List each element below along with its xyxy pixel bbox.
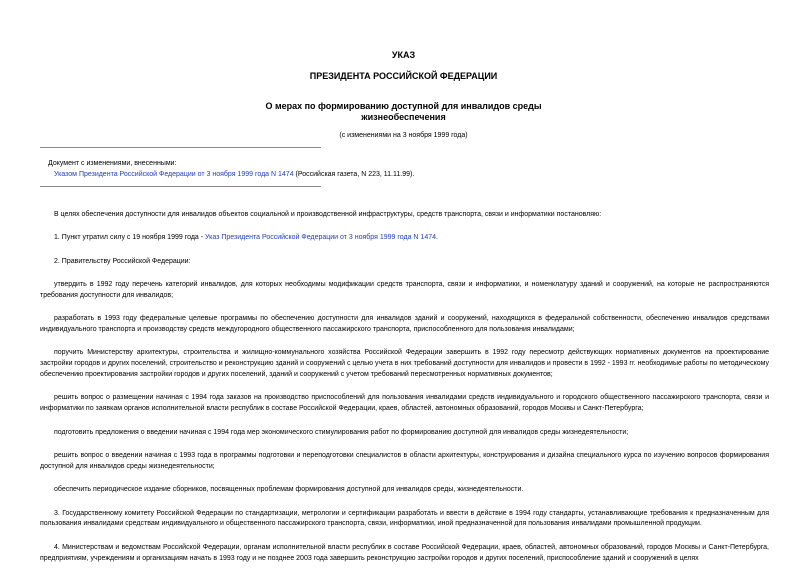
document-info <box>48 158 414 180</box>
divider-bottom <box>40 186 321 187</box>
item-1-paragraph <box>40 233 769 244</box>
item-2-header: 2. Правительству Российской Федерации: <box>54 257 191 265</box>
paragraph-periodic-publication: обеспечить периодическое издание сборников, посвященных проблемам формирования доступной для инвалидов среды, жизнедеятельности. <box>54 486 524 494</box>
paragraph-economic-proposals: подготовить предложения о введении начиная с 1994 года мер экономического стимулирования работ по формированию доступной для инвалидов среды жизнедеятельности; <box>54 428 629 436</box>
paragraph-production-orders: решить вопрос о размещении начиная с 1994 года заказов на производство приспособлений для пользования инвалидами средств индивидуального и городского общественного пассажирского транспорта, связи и информатики по заявкам органов исполнительной власти республик в составе Российской Федерации, краев, областей, автономных образований, городов Москвы и Санкт-Петербурга; <box>40 394 769 413</box>
decree-issuer: ПРЕЗИДЕНТА РОССИЙСКОЙ ФЕДЕРАЦИИ <box>309 71 498 81</box>
decree-subject <box>0 101 807 123</box>
decree-subject-line1: О мерах по формированию доступной для инвалидов среды <box>265 101 542 111</box>
decree-title: УКАЗ <box>391 50 416 60</box>
item-1-text: 1. Пункт утратил силу с 19 ноября 1999 года - <box>54 234 206 242</box>
paragraph-ministry-architecture: поручить Министерству архитектуры, строительства и жилищно-коммунального хозяйства Российской Федерации завершить в 1992 году пересмотр действующих нормативных документов на проектирование застройки городов и других поселений, строительство и реконструкцию зданий и сооружений с целью учета в них требований доступности для инвалидов и провести в 1992 - 1993 гг. необходимые работы по методическому обеспечению проектирования застройки городов и других поселений, зданий и сооружений с учетом требований пересмотренных нормативных документов; <box>40 349 769 379</box>
intro-paragraph: В целях обеспечения доступности для инвалидов объектов социальной и производственной инфраструктуры, средств транспорта, связи и информатики постановляю: <box>54 211 602 218</box>
paragraph-approve-list: утвердить в 1992 году перечень категорий инвалидов, для которых необходимы модификации средств транспорта, связи и информатики, и номенклатуру зданий и сооружений, на которые не распространяются требования доступности для инвалидов; <box>40 281 769 299</box>
item-1-repeal-link[interactable]: Указ Президента Российской Федерации от 3 ноября 1999 года N 1474 <box>205 234 437 242</box>
decree-body <box>40 210 769 571</box>
decree-subject-line2: жизнеобеспечения <box>361 111 446 122</box>
amendment-decree-link[interactable]: Указом Президента Российской Федерации от 3 ноября 1999 года N 1474 <box>54 171 294 179</box>
document-info-label: Документ с изменениями, внесенными: <box>48 160 177 167</box>
item-1-end: . <box>436 234 438 242</box>
paragraph-develop-programs: разработать в 1993 году федеральные целевые программы по обеспечению доступности для инвалидов зданий и сооружений, находящихся в федеральной собственности, обеспечению инвалидов средствами индивидуального транспорта и производству средств междугородного общественного пассажирского транспорта, приспособленного для пользования инвалидами; <box>40 315 769 334</box>
divider-top <box>40 147 321 148</box>
amendment-source: (Российская газета, N 223, 11.11.99). <box>293 171 415 179</box>
item-3-paragraph: 3. Государственному комитету Российской Федерации по стандартизации, метрологии и сертификации разработать и ввести в действие в 1994 году стандарты, устанавливающие требования к предназначенным для пользования инвалидами средствам индивидуального и общественного пассажирского транспорта, связи, информатики, иной предназначенной для пользования инвалидами промышленной продукции. <box>40 509 769 528</box>
item-4-paragraph: 4. Министерствам и ведомствам Российской Федерации, органам исполнительной власти республик в составе Российской Федерации, краев, областей, автономных образований, городов Москвы и Санкт-Петербурга, предприятиям, учреждениям и организациям начать в 1993 году и не позднее 2003 года завершить реконструкцию застройки городов и других поселений, приспособление зданий и сооружений в целях <box>40 543 769 562</box>
amendment-note: (с изменениями на 3 ноября 1999 года) <box>339 132 468 139</box>
document-info-amendment <box>48 169 414 180</box>
paragraph-specialist-training: решить вопрос о введении начиная с 1993 года в программы подготовки и переподготовки специалистов в области архитектуры, конструирования и дизайна специального курса по изучению вопросов формирования доступной для инвалидов среды жизнедеятельности; <box>40 451 769 470</box>
